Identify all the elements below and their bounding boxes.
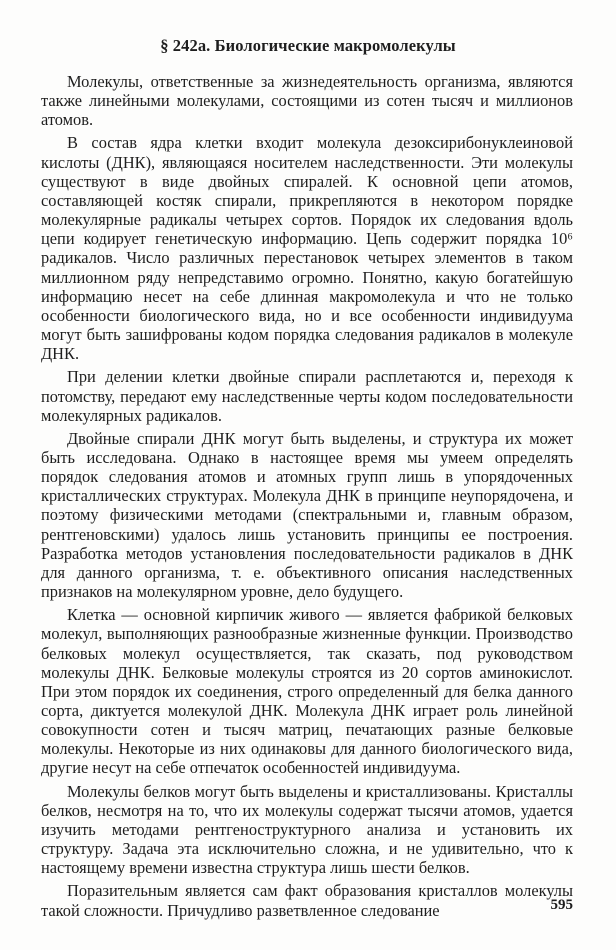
- body-text: [41, 72, 573, 920]
- paragraph-6: Молекулы белков могут быть выделены и кристаллизованы. Кристаллы белков, несмотря на то, что их молекулы содержат тысячи атомов, удается изучить методами рентгеноструктурного анализа и установить их структуру. Задача эта исключительно сложна, и не удивительно, что к настоящему времени известна структура лишь шести белков.: [41, 781, 573, 878]
- paragraph-4: Двойные спирали ДНК могут быть выделены, и структура их может быть исследована. Однако в настоящее время мы умеем определять порядок следования атомов и атомных групп лишь в упорядоченных кристаллических структурах. Молекула ДНК в принципе неупорядочена, и поэтому физическими методами (спектральными и, главным образом, рентгеновскими) удалось лишь установить принципы ее построения. Разработка методов установления последовательности радикалов в ДНК для данного организма, т. е. объективного описания наследственных признаков на молекулярном уровне, дело будущего.: [41, 428, 573, 602]
- paragraph-3: При делении клетки двойные спирали расплетаются и, переходя к потомству, передают ему наследственные черты кодом последовательности молекулярных радикалов.: [41, 367, 573, 425]
- paragraph-7: Поразительным является сам факт образования кристаллов молекулы такой сложности. Причудливо разветвленное следование: [41, 881, 573, 920]
- paragraph-1: Молекулы, ответственные за жизнедеятельность организма, являются также линейными молекулами, состоящими из сотен тысяч и миллионов атомов.: [41, 72, 573, 130]
- paragraph-2: В состав ядра клетки входит молекула дезоксирибонуклеиновой кислоты (ДНК), являющаяся носителем наследственности. Эти молекулы существуют в виде двойных спиралей. К основной цепи атомов, составляющей костяк спирали, прикрепляются в некотором порядке молекулярные радикалы четырех сортов. Порядок их следования вдоль цепи кодирует генетическую информацию. Цепь содержит порядка 10⁶ радикалов. Число различных перестановок четырех элементов в таком миллионном ряду непредставимо огромно. Понятно, какую богатейшую информацию несет на себе длинная макромолекула и что не только особенности биологического вида, но и все особенности индивидуума могут быть зашифрованы кодом порядка следования радикалов в молекуле ДНК.: [41, 133, 573, 364]
- paragraph-5: Клетка — основной кирпичик живого — является фабрикой белковых молекул, выполняющих разнообразные жизненные функции. Производство белковых молекул осуществляется, так сказать, под руководством молекулы ДНК. Белковые молекулы строятся из 20 сортов аминокислот. При этом порядок их соединения, строго определенный для белка данного сорта, диктуется молекулой ДНК. Молекула ДНК играет роль линейной совокупности сотен и тысяч матриц, печатающих разные белковые молекулы. Некоторые из них одинаковы для данного биологического вида, другие несут на себе отпечаток особенностей индивидуума.: [41, 605, 573, 778]
- section-title: § 242а. Биологические макромолекулы: [160, 36, 456, 55]
- page-number: 595: [550, 897, 573, 913]
